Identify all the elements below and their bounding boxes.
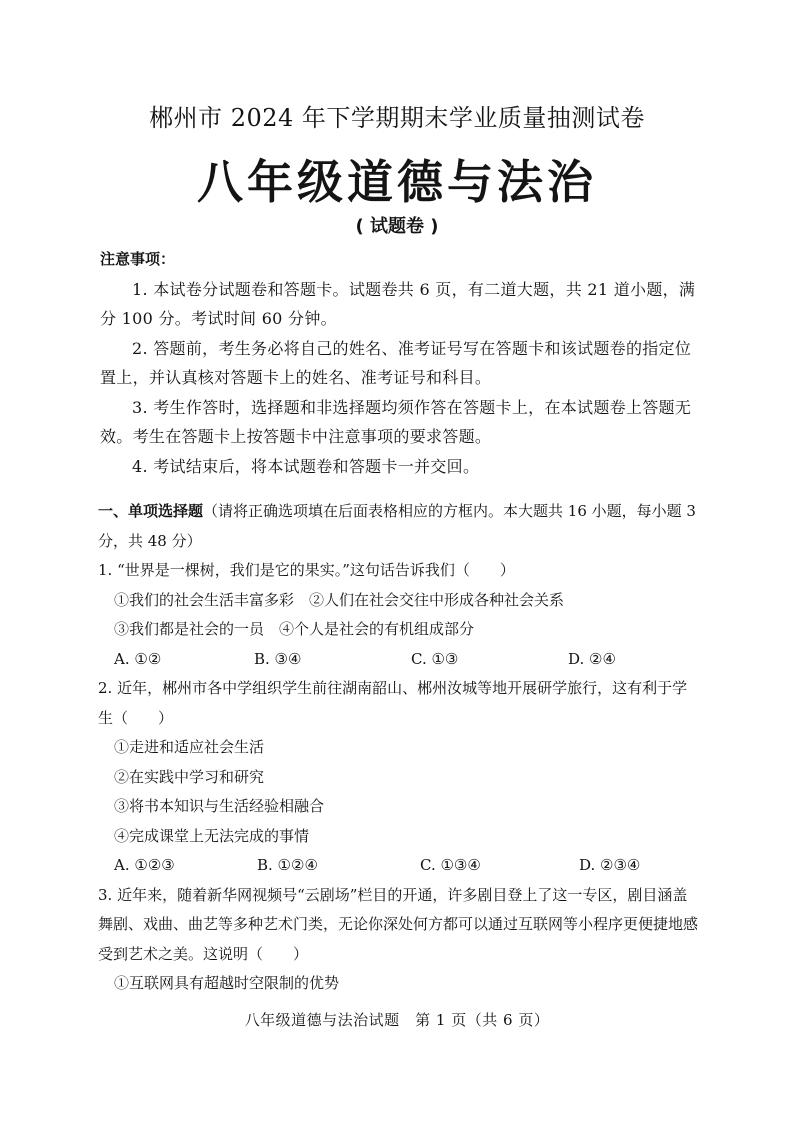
question-statement: ③将书本知识与生活经验相融合 bbox=[114, 797, 325, 815]
question-section bbox=[98, 497, 702, 999]
question-stem: 1. “世界是一棵树，我们是它的果实。”这句话告诉我们（ ） bbox=[98, 561, 515, 579]
section-heading-label: 一、单项选择题 bbox=[98, 502, 204, 520]
notice-title: 注意事项： bbox=[100, 250, 176, 268]
option-d: D. ②④ bbox=[568, 649, 616, 668]
question-stem: 2. 近年，郴州市各中学组织学生前往湖南韶山、郴州汝城等地开展研学旅行，这有利于学生（ ） bbox=[98, 679, 688, 727]
subject-title: 八年级道德与法治 bbox=[197, 155, 597, 209]
notice-item: 4. 考试结束后，将本试题卷和答题卡一并交回。 bbox=[132, 456, 480, 476]
exam-name: 郴州市 2024 年下学期期末学业质量抽测试卷 bbox=[149, 104, 645, 132]
page-footer: 八年级道德与法治试题 第 1 页（共 6 页） bbox=[244, 1011, 550, 1029]
question-statement: ①我们的社会生活丰富多彩 ②人们在社会交往中形成各种社会关系 bbox=[114, 590, 565, 609]
question-statement: ②在实践中学习和研究 bbox=[114, 767, 265, 786]
question-statement: ①走进和适应社会生活 bbox=[114, 738, 265, 756]
option-c: C. ①③ bbox=[411, 649, 459, 668]
paper-label: ( 试题卷 ) bbox=[355, 216, 439, 237]
answer-options bbox=[98, 851, 702, 881]
option-b: B. ③④ bbox=[254, 649, 302, 668]
question-stem: 3. 近年来，随着新华网视频号“云剧场”栏目的开通，许多剧目登上了这一专区，剧目涵盖舞剧、戏曲、曲艺等多种艺术门类，无论你深处何方都可以通过互联网等小程序更便捷地感受到艺术之美。这说明（ ） bbox=[98, 885, 699, 963]
option-b: B. ①②④ bbox=[257, 856, 318, 874]
question-statement: ③我们都是社会的一员 ④个人是社会的有机组成部分 bbox=[114, 620, 475, 638]
notice-item: 1. 本试卷分试题卷和答题卡。试题卷共 6 页，有二道大题，共 21 道小题，满分 100 分。考试时间 60 分钟。 bbox=[100, 279, 696, 328]
section-heading-instructions: （请将正确选项填在后面表格相应的方框内。本大题共 16 小题，每小题 3 分，共 48 分） bbox=[98, 502, 696, 550]
notice-section bbox=[100, 245, 700, 481]
option-a: A. ①② bbox=[114, 649, 162, 668]
question-statement: ①互联网具有超越时空限制的优势 bbox=[114, 974, 340, 992]
question-statement: ④完成课堂上无法完成的事情 bbox=[114, 826, 310, 845]
answer-options bbox=[98, 645, 702, 675]
notice-item: 2. 答题前，考生务必将自己的姓名、准考证号写在答题卡和该试题卷的指定位置上，并认真核对答题卡上的姓名、准考证号和科目。 bbox=[100, 338, 692, 387]
section-heading bbox=[98, 497, 702, 556]
option-d: D. ②③④ bbox=[579, 856, 641, 874]
option-a: A. ①②③ bbox=[114, 856, 175, 874]
notice-item: 3. 考生作答时，选择题和非选择题均须作答在答题卡上，在本试题卷上答题无效。考生在答题卡上按答题卡中注意事项的要求答题。 bbox=[100, 397, 692, 446]
option-c: C. ①③④ bbox=[420, 856, 481, 874]
